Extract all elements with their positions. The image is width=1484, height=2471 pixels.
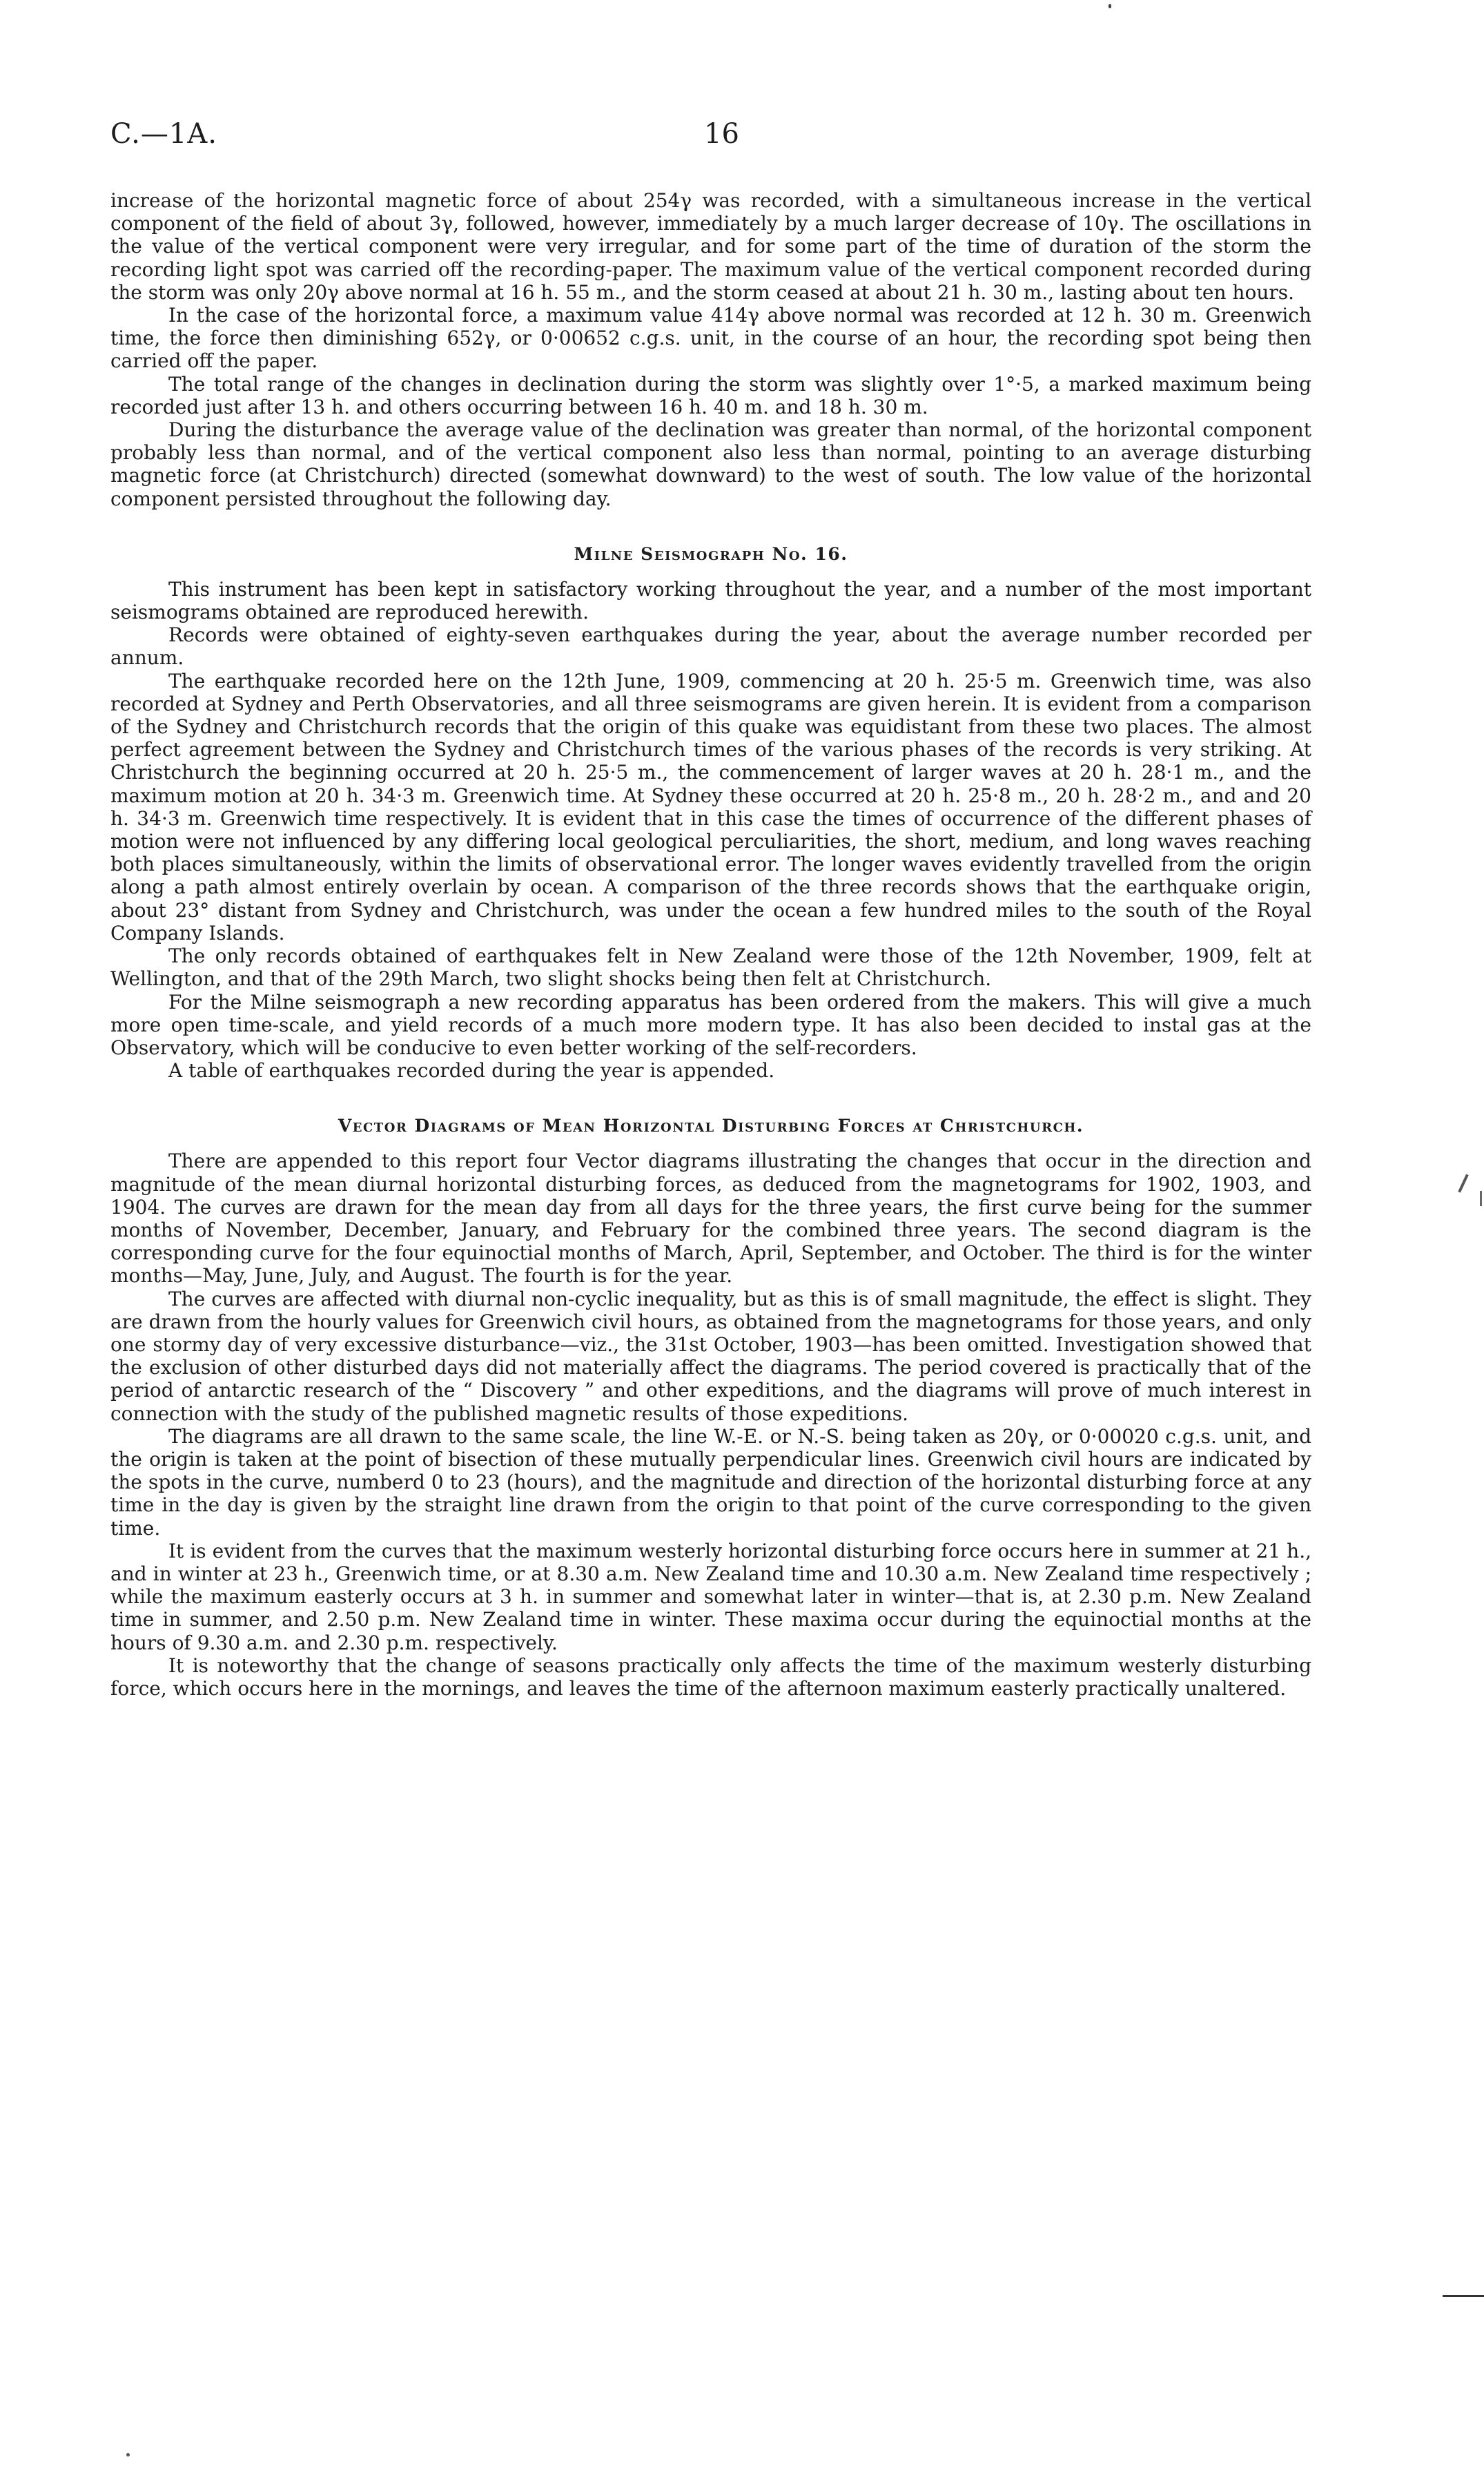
paragraph: increase of the horizontal magnetic force of about 254γ was recorded, with a simultaneous increase in the vertical component of the field of about 3γ, followed, however, immediately by a much larger decrease of 10γ. The oscillations in the value of the vertical component were very irregular, and for some part of the time of duration of the storm the recording light spot was carried off the recording-paper. The maximum value of the vertical component recorded during the storm was only 20γ above normal at 16 h. 55 m., and the storm ceased at about 21 h. 30 m., lasting about ten hours. [110, 189, 1311, 304]
paragraph: The curves are affected with diurnal non-cyclic inequality, but as this is of small magnitude, the effect is slight. They are drawn from the hourly values for Greenwich civil hours, as obtained from the magnetograms for those years, and only one stormy day of very excessive disturbance—viz., the 31st October, 1903—has been omitted. Investigation showed that the exclusion of other disturbed days did not materially affect the diagrams. The period covered is practically that of the period of antarctic research of the “ Discovery ” and other expeditions, and the diagrams will prove of much interest in connection with the study of the published magnetic results of those expeditions. [110, 1287, 1311, 1425]
paragraph: The earthquake recorded here on the 12th June, 1909, commencing at 20 h. 25·5 m. Greenwich time, was also recorded at Sydney and Perth Observatories, and all three seismograms are given herein. It is evident from a comparison of the Sydney and Christchurch records that the origin of this quake was equidistant from these two places. The almost perfect agreement between the Sydney and Christchurch times of the various phases of the records is very striking. At Christchurch the beginning occurred at 20 h. 25·5 m., the commencement of larger waves at 20 h. 28·1 m., and the maximum motion at 20 h. 34·3 m. Greenwich time. At Sydney these occurred at 20 h. 25·8 m., 20 h. 28·2 m., and and 20 h. 34·3 m. Greenwich time respectively. It is evident that in this case the times of occurrence of the different phases of motion were not influenced by any differing local geological perculiarities, the short, medium, and long waves reaching both places simultaneously, within the limits of observational error. The longer waves evidently travelled from the origin along a path almost entirely overlain by ocean. A comparison of the three records shows that the earthquake origin, about 23° distant from Sydney and Christchurch, was under the ocean a few hundred miles to the south of the Royal Company Islands. [110, 669, 1311, 944]
page-number: 16 [704, 118, 739, 150]
paragraph: During the disturbance the average value of the declination was greater than normal, of the horizontal component probably less than normal, and of the vertical component also less than normal, pointing to an average disturbing magnetic force (at Christchurch) directed (somewhat downward) to the west of south. The low value of the horizontal component persisted throughout the following day. [110, 418, 1311, 510]
scan-mark [1443, 2295, 1484, 2297]
scan-speck [1109, 4, 1111, 8]
paragraph: The total range of the changes in declination during the storm was slightly over 1°·5, a marked maximum being recorded just after 13 h. and others occurring between 16 h. 40 m. and 18 h. 30 m. [110, 372, 1311, 418]
paragraph: This instrument has been kept in satisfactory working throughout the year, and a number of the most important seismograms obtained are reproduced herewith. [110, 577, 1311, 624]
paragraph: In the case of the horizontal force, a maximum value 414γ above normal was recorded at 12 h. 30 m. Greenwich time, the force then diminishing 652γ, or 0·00652 c.g.s. unit, in the course of an hour, the recording spot being then carried off the paper. [110, 304, 1311, 373]
body-text [110, 189, 1311, 1700]
paragraph: It is evident from the curves that the maximum westerly horizontal disturbing force occurs here in summer at 21 h., and in winter at 23 h., Greenwich time, or at 8.30 a.m. New Zealand time and 10.30 a.m. New Zealand time respectively ; while the maximum easterly occurs at 3 h. in summer and somewhat later in winter—that is, at 2.30 p.m. New Zealand time in summer, and 2.50 p.m. New Zealand time in winter. These maxima occur during the equinoctial months at the hours of 9.30 a.m. and 2.30 p.m. respectively. [110, 1539, 1311, 1654]
paragraph: For the Milne seismograph a new recording apparatus has been ordered from the makers. This will give a much more open time-scale, and yield records of a much more modern type. It has also been decided to instal gas at the Observatory, which will be conducive to even better working of the self-recorders. [110, 990, 1311, 1059]
paragraph: A table of earthquakes recorded during the year is appended. [168, 1059, 775, 1083]
scan-mark [1458, 1174, 1468, 1192]
paragraph: The diagrams are all drawn to the same scale, the line W.-E. or N.-S. being taken as 20γ, or 0·00020 c.g.s. unit, and the origin is taken at the point of bisection of these mutually perpendicular lines. Greenwich civil hours are indicated by the spots in the curve, numberd 0 to 23 (hours), and the magnitude and direction of the horizontal disturbing force at any time in the day is given by the straight line drawn from the origin to that point of the curve corresponding to the given time. [110, 1424, 1311, 1540]
scan-mark [1480, 1191, 1482, 1206]
section-heading: Vector Diagrams of Mean Horizontal Disturbing Forces at Christchurch. [338, 1116, 1084, 1136]
section-heading: Milne Seismograph No. 16. [574, 543, 848, 564]
paragraph: The only records obtained of earthquakes felt in New Zealand were those of the 12th November, 1909, felt at Wellington, and that of the 29th March, two slight shocks being then felt at Christchurch. [110, 944, 1311, 991]
paragraph: Records were obtained of eighty-seven earthquakes during the year, about the average number recorded per annum. [110, 623, 1311, 670]
paragraph: It is noteworthy that the change of seasons practically only affects the time of the maximum westerly disturbing force, which occurs here in the mornings, and leaves the time of the afternoon maximum easterly practically unaltered. [110, 1654, 1311, 1700]
paragraph: There are appended to this report four Vector diagrams illustrating the changes that occur in the direction and magnitude of the mean diurnal horizontal disturbing forces, as deduced from the magnetograms for 1902, 1903, and 1904. The curves are drawn for the mean day from all days for the three years, the first curve being for the summer months of November, December, January, and February for the combined three years. The second diagram is the corresponding curve for the four equinoctial months of March, April, September, and October. The third is for the winter months—May, June, July, and August. The fourth is for the year. [110, 1150, 1311, 1288]
document-code: C.—1A. [110, 118, 217, 150]
scan-speck [126, 2453, 130, 2457]
